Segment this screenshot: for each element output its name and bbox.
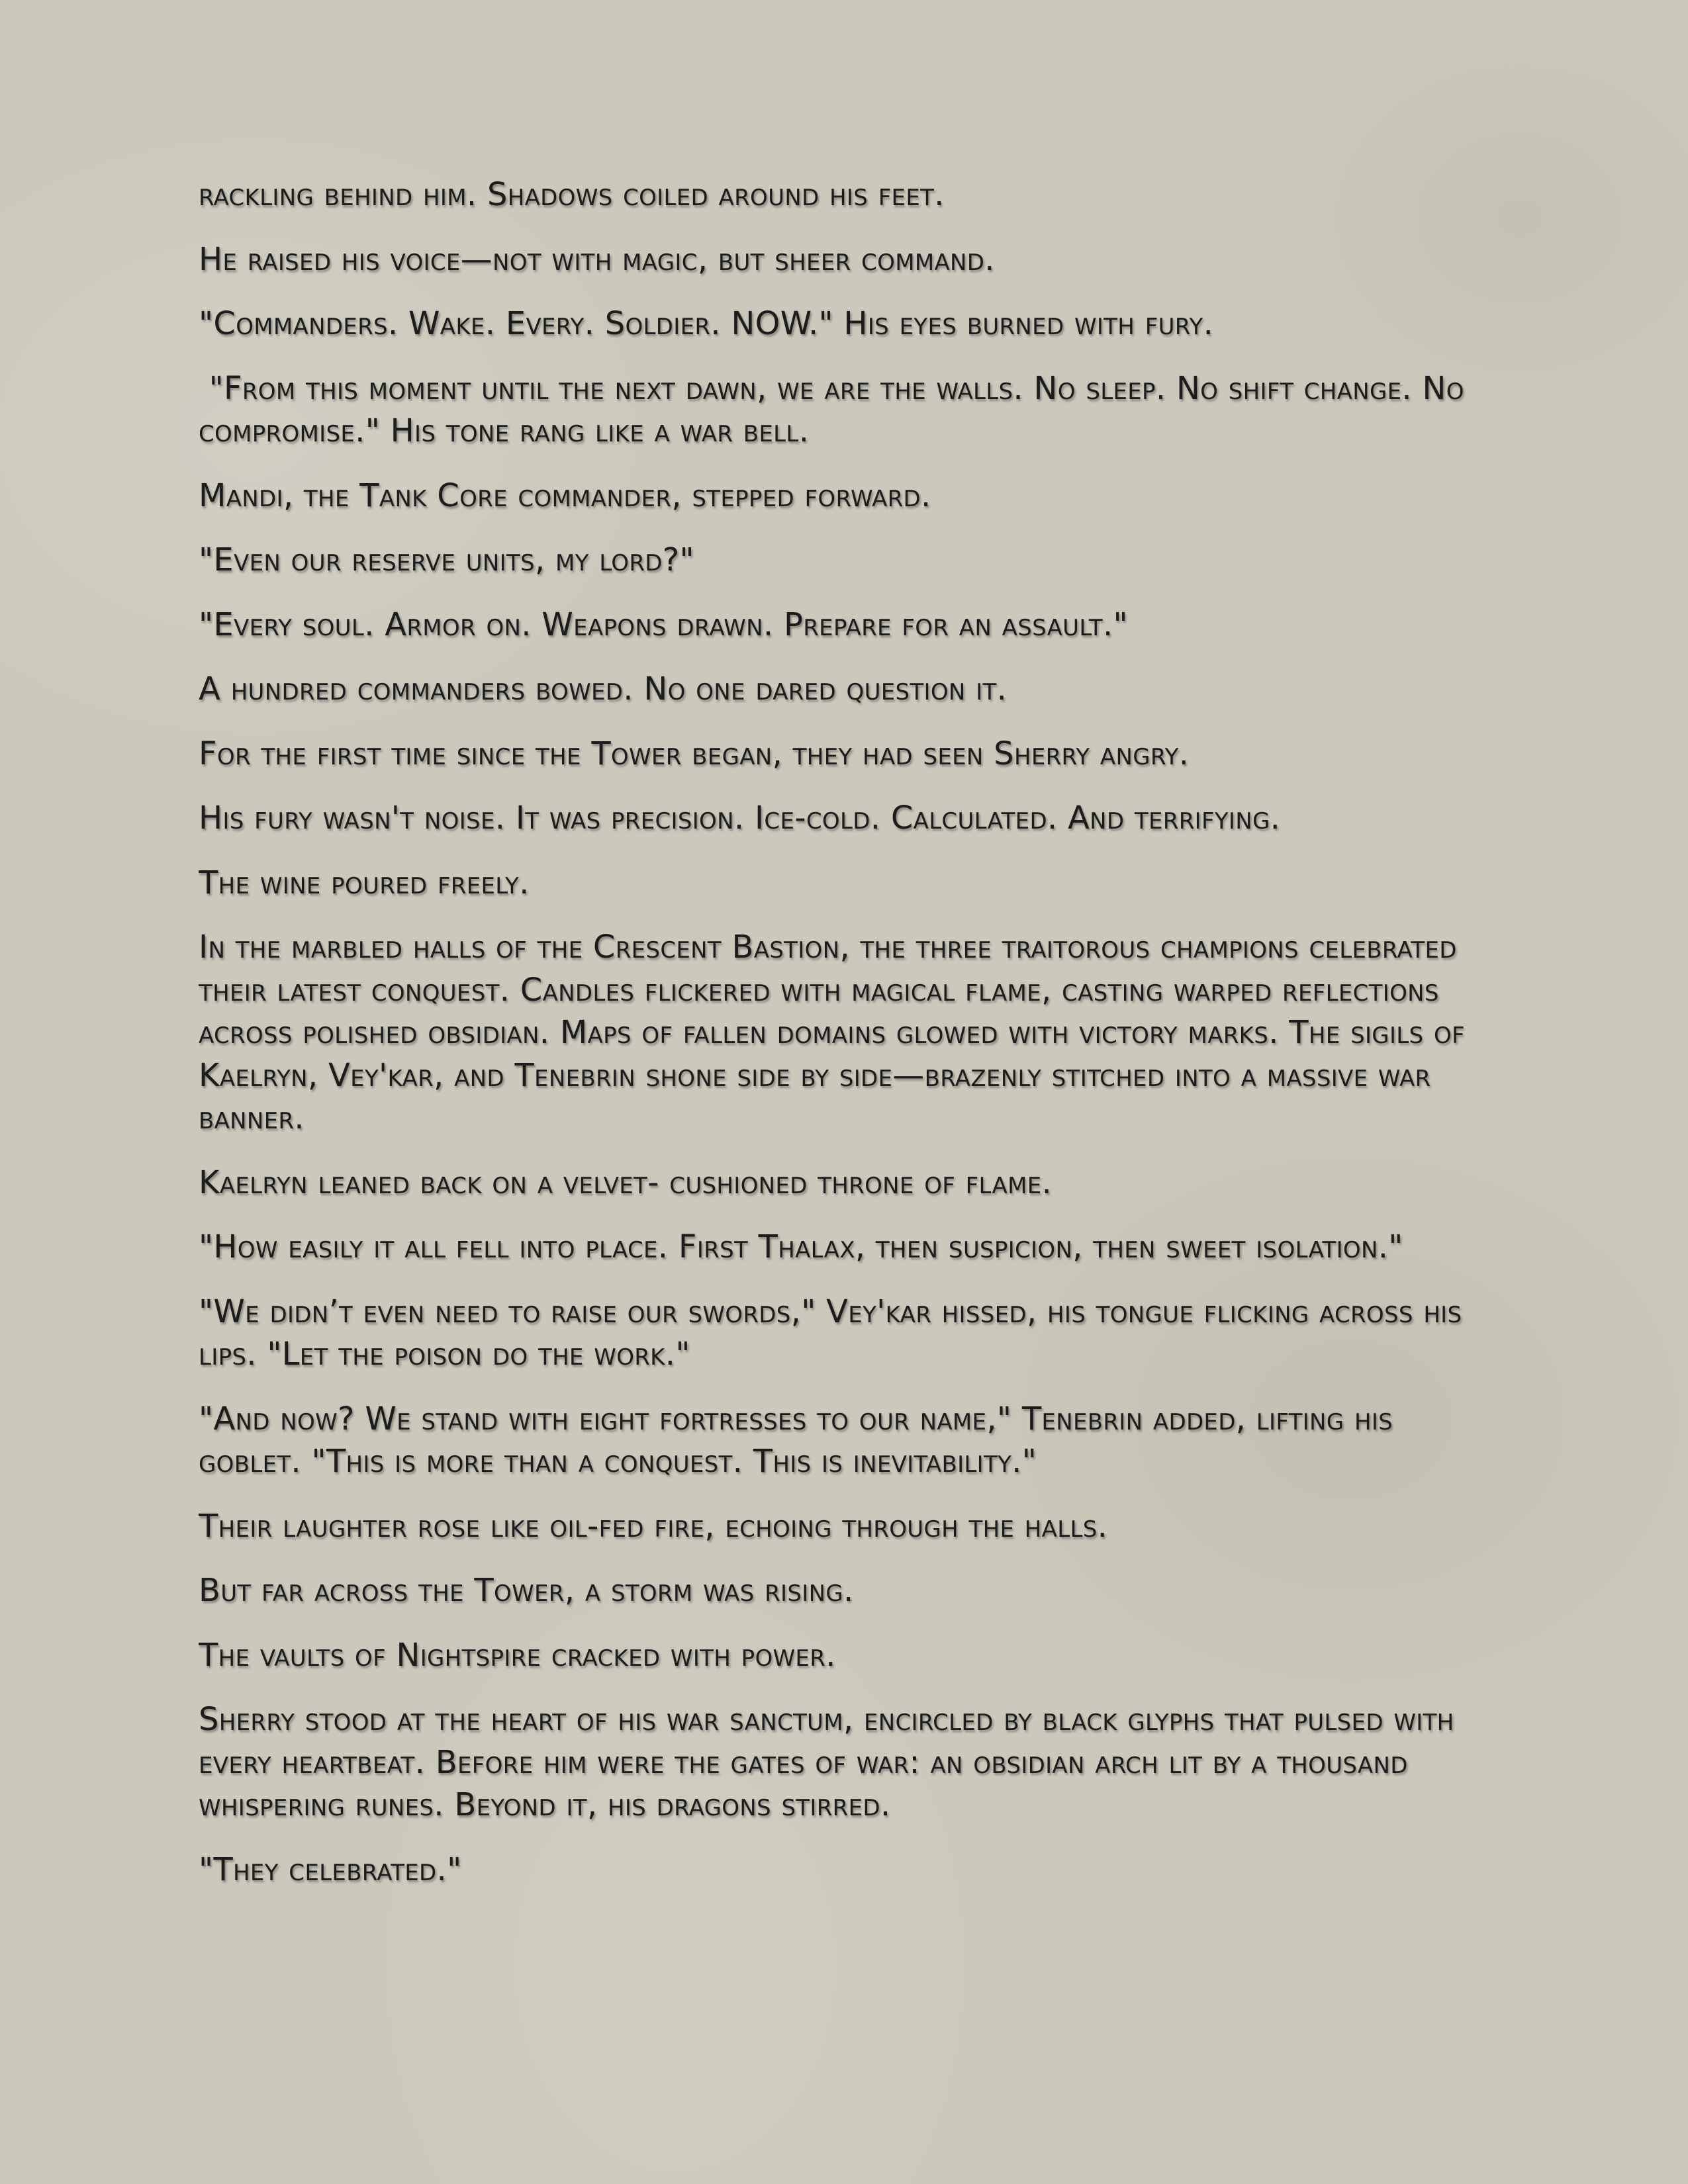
paragraph: "We didn’t even need to raise our swords," Vey'kar hissed, his tongue flicking across his lips. "Let the poison do the work." [199, 1293, 1472, 1373]
paragraph: "Every soul. Armor on. Weapons drawn. Prepare for an assault." [199, 606, 1128, 643]
paragraph: Sherry stood at the heart of his war sanctum, encircled by black glyphs that pulsed with every heartbeat. Before him were the gates of war: an obsidian arch lit by a thousand whispering runes. Beyond it, his dragons stirred. [199, 1701, 1465, 1823]
paragraph: "How easily it all fell into place. First Thalax, then suspicion, then sweet isolation." [199, 1228, 1403, 1265]
paragraph: The wine poured freely. [199, 864, 530, 901]
paragraph: For the first time since the Tower began, they had seen Sherry angry. [199, 735, 1190, 772]
paragraph: But far across the Tower, a storm was rising. [199, 1572, 854, 1609]
paragraph: He raised his voice—not with magic, but sheer command. [199, 240, 995, 278]
document-page [199, 173, 1496, 2126]
paragraph: "Even our reserve units, my lord?" [199, 541, 694, 578]
paragraph: "And now? We stand with eight fortresses to our name," Tenebrin added, lifting his goblet. "This is more than a conquest. This is inevitability." [199, 1400, 1403, 1480]
paragraph: A hundred commanders bowed. No one dared question it. [199, 670, 1008, 707]
paragraph: rackling behind him. Shadows coiled around his feet. [199, 176, 945, 213]
paragraph: In the marbled halls of the Crescent Bastion, the three traitorous champions celebrated their latest conquest. Candles flickered with magical flame, casting warped reflections across polished obsidian. Maps of fallen domains glowed with victory marks. The sigils of Kaelryn, Vey'kar, and Tenebrin shone side by side—brazenly stitched into a massive war banner. [199, 929, 1476, 1136]
paragraph: Their laughter rose like oil-fed fire, echoing through the halls. [199, 1507, 1108, 1545]
paragraph: "They celebrated." [199, 1850, 462, 1888]
paragraph: "From this moment until the next dawn, we are the walls. No sleep. No shift change. No compromise." His tone rang like a war bell. [199, 369, 1475, 449]
paragraph: His fury wasn't noise. It was precision. Ice-cold. Calculated. And terrifying. [199, 799, 1281, 837]
paragraph: The vaults of Nightspire cracked with power. [199, 1636, 836, 1674]
paragraph: Kaelryn leaned back on a velvet- cushioned throne of flame. [199, 1163, 1053, 1201]
paragraph: Mandi, the Tank Core commander, stepped forward. [199, 477, 931, 514]
paragraph: "Commanders. Wake. Every. Soldier. NOW." His eyes burned with fury. [199, 305, 1214, 342]
